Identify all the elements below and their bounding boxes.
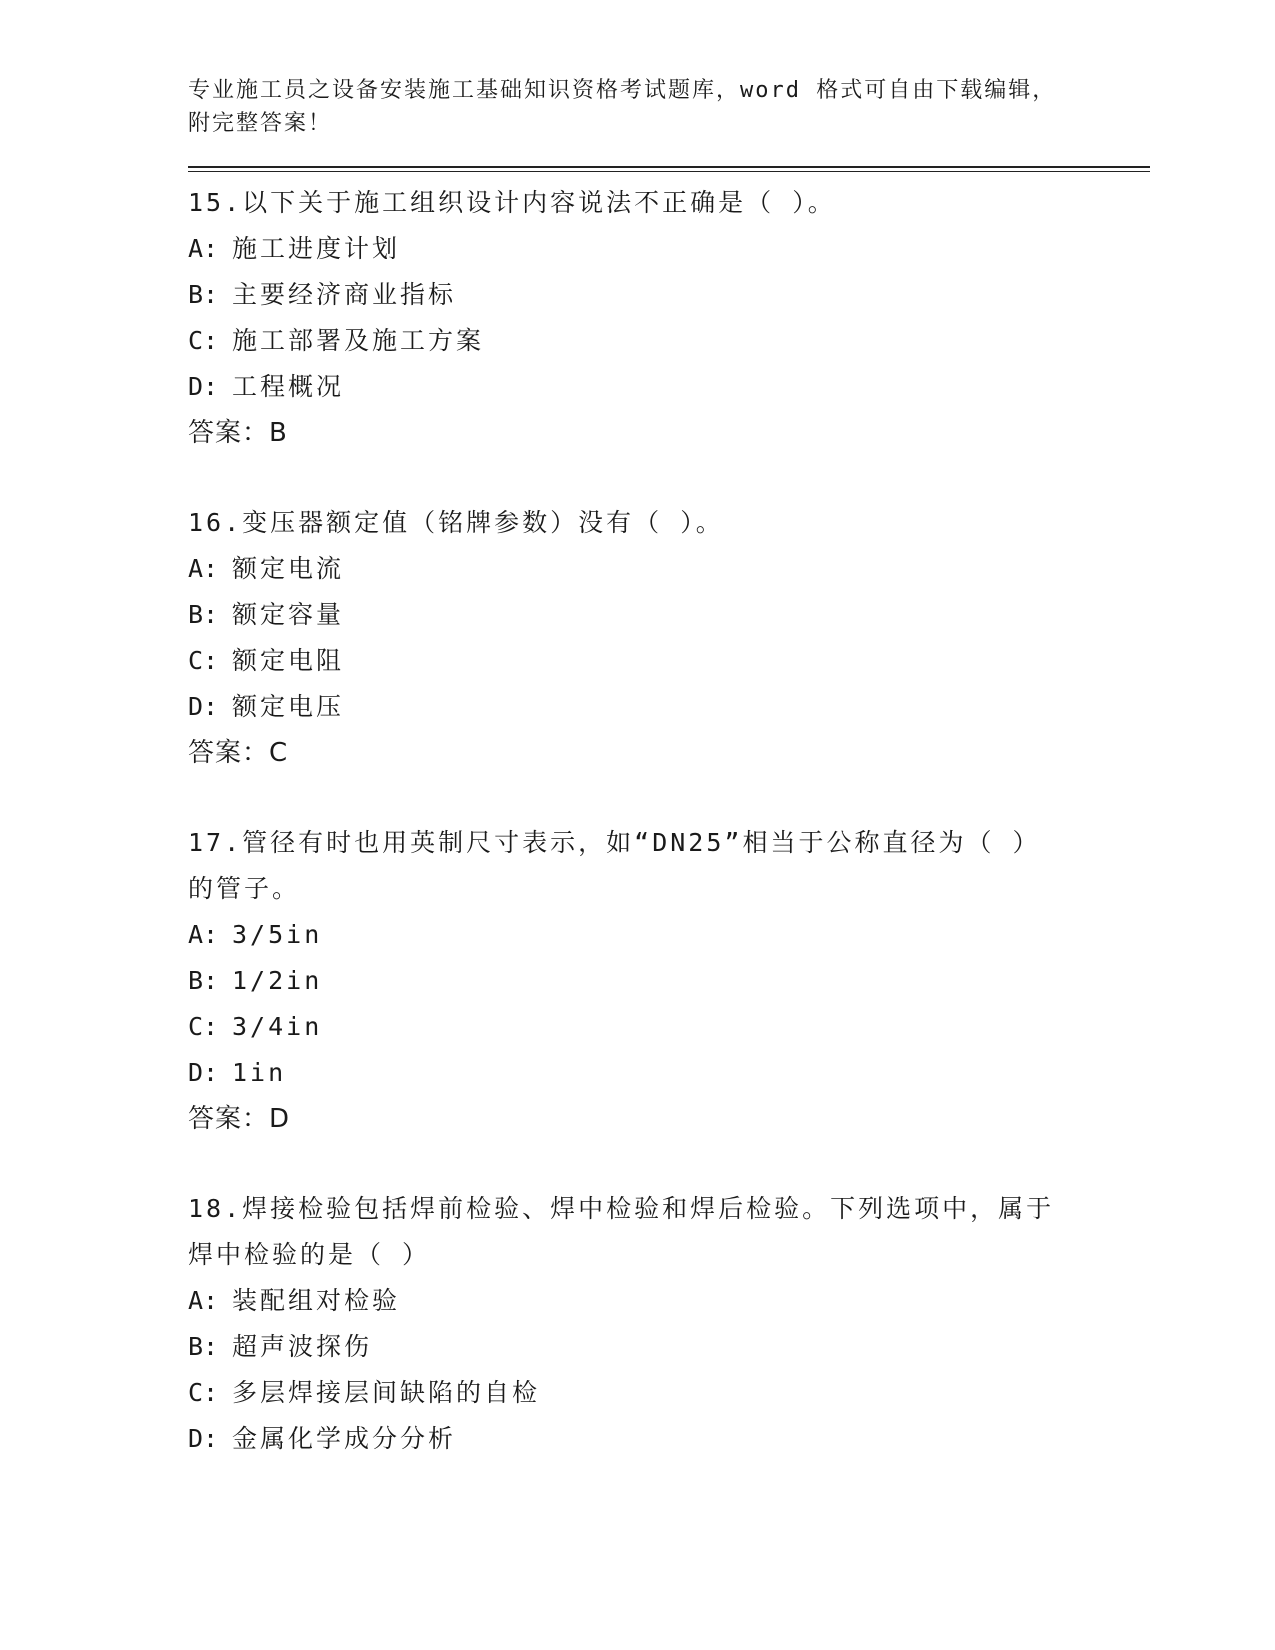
option-b: [188, 592, 1148, 638]
option-text: 施工进度计划: [232, 234, 401, 263]
option-d: [188, 364, 1148, 410]
option-text: 超声波探伤: [232, 1332, 373, 1361]
option-a: [188, 912, 1148, 958]
document-page: [188, 74, 1148, 1506]
option-c: [188, 1370, 1148, 1416]
option-d: [188, 1050, 1148, 1096]
option-letter: B:: [188, 600, 219, 629]
question-stem: 15.以下关于施工组织设计内容说法不正确是（ ）。: [188, 188, 836, 217]
option-text: 多层焊接层间缺陷的自检: [232, 1378, 541, 1407]
option-letter: B:: [188, 966, 219, 995]
option-b: [188, 272, 1148, 318]
option-letter: B:: [188, 280, 219, 309]
answer-line: 答案：D: [188, 1104, 291, 1134]
question-16: [188, 500, 1148, 776]
option-letter: A:: [188, 234, 219, 263]
question-18: [188, 1186, 1148, 1462]
question-stem: 16.变压器额定值（铭牌参数）没有（ ）。: [188, 508, 724, 537]
option-text: 3/4in: [232, 1012, 323, 1041]
option-letter: A:: [188, 920, 219, 949]
option-d: [188, 684, 1148, 730]
option-text: 工程概况: [232, 372, 345, 401]
option-b: [188, 958, 1148, 1004]
option-letter: D:: [188, 1058, 219, 1087]
option-c: [188, 1004, 1148, 1050]
header-divider: [188, 166, 1150, 172]
option-text: 3/5in: [232, 920, 323, 949]
option-letter: C:: [188, 1012, 219, 1041]
option-letter: C:: [188, 1378, 219, 1407]
question-stem: 18.焊接检验包括焊前检验、焊中检验和焊后检验。下列选项中，属于焊中检验的是（ ）: [188, 1194, 1055, 1269]
option-text: 额定电压: [232, 692, 345, 721]
option-letter: A:: [188, 554, 219, 583]
option-text: 1/2in: [232, 966, 323, 995]
option-text: 额定电阻: [232, 646, 345, 675]
option-d: [188, 1416, 1148, 1462]
option-text: 1in: [232, 1058, 287, 1087]
option-letter: C:: [188, 646, 219, 675]
document-header: 专业施工员之设备安装施工基础知识资格考试题库，word 格式可自由下载编辑，附完整答案！: [188, 78, 1057, 136]
option-a: [188, 226, 1148, 272]
option-a: [188, 546, 1148, 592]
question-15: [188, 180, 1148, 456]
option-letter: D:: [188, 1424, 219, 1453]
option-text: 额定电流: [232, 554, 345, 583]
option-letter: D:: [188, 372, 219, 401]
option-letter: C:: [188, 326, 219, 355]
option-letter: A:: [188, 1286, 219, 1315]
option-text: 施工部署及施工方案: [232, 326, 485, 355]
option-c: [188, 638, 1148, 684]
option-text: 额定容量: [232, 600, 345, 629]
option-text: 主要经济商业指标: [232, 280, 457, 309]
option-text: 金属化学成分分析: [232, 1424, 457, 1453]
question-list: [188, 180, 1148, 1462]
option-letter: B:: [188, 1332, 219, 1361]
option-text: 装配组对检验: [232, 1286, 401, 1315]
option-c: [188, 318, 1148, 364]
answer-line: 答案：B: [188, 418, 288, 448]
option-letter: D:: [188, 692, 219, 721]
option-a: [188, 1278, 1148, 1324]
option-b: [188, 1324, 1148, 1370]
question-stem: 17.管径有时也用英制尺寸表示，如“DN25”相当于公称直径为（ ）的管子。: [188, 828, 1041, 903]
question-17: [188, 820, 1148, 1142]
answer-line: 答案：C: [188, 738, 289, 768]
